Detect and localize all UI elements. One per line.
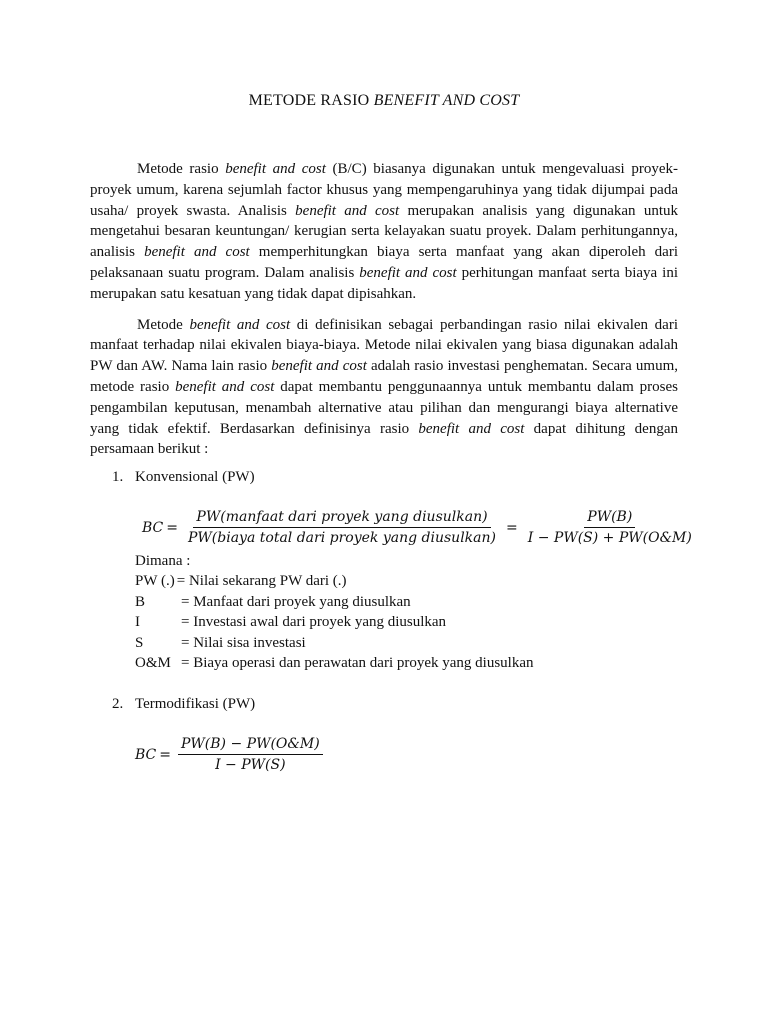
text-run: adalah rasio investasi penghematan. Secara umum, metode rasio <box>90 358 679 395</box>
definition-desc: = Investasi awal dari proyek yang diusulkan <box>181 614 447 631</box>
fraction-3-numerator: PW(B) − PW(O&M) <box>178 736 323 755</box>
definition-row <box>135 592 534 612</box>
definition-desc: = Nilai sekarang PW dari (.) <box>176 573 347 590</box>
equation-lhs: BC <box>142 519 164 536</box>
list-number: 1. <box>112 469 124 485</box>
text-run: memperhitungkan biaya serta manfaat yang akan diperoleh dari pelaksanaan suatu program. Dalam analisis <box>90 244 678 281</box>
text-run: perhitungan manfaat serta biaya ini merupakan satu kesatuan yang tidak dapat dipisahkan. <box>90 264 678 302</box>
paragraph-1 <box>90 159 678 305</box>
fraction-1-denominator: PW(biaya total dari proyek yang diusulkan) <box>188 530 496 546</box>
text-run: (B/C) biasanya digunakan untuk mengevaluasi proyek-proyek umum, karena sejumlah factor khusus yang mempengaruhinya yang tidak dijumpai pada usaha/ proyek swasta. Analisis <box>90 161 678 219</box>
definition-row <box>135 653 534 673</box>
text-run: dapat dihitung dengan persamaan berikut : <box>90 420 678 458</box>
title-italic: BENEFIT AND COST <box>373 92 520 109</box>
equation-termodifikasi <box>135 736 327 773</box>
text-run: merupakan analisis yang digunakan untuk mengetahui besaran keuntungan/ kerugian serta kelayakan suatu proyek. Dalam perhitungannya, analisis <box>90 202 678 261</box>
fraction-3-denominator: I − PW(S) <box>215 757 286 773</box>
definition-symbol: PW (.) <box>135 573 175 590</box>
equals-sign: = <box>166 519 178 536</box>
text-run: Metode <box>137 316 190 333</box>
fraction-2 <box>525 509 695 546</box>
definition-desc: = Manfaat dari proyek yang diusulkan <box>181 593 411 610</box>
fraction-3 <box>178 736 323 773</box>
equation-konvensional <box>142 509 699 546</box>
definition-symbol: O&M <box>135 655 171 672</box>
list-number: 2. <box>112 696 124 712</box>
list-label: Konvensional (PW) <box>135 469 255 485</box>
text-run: Metode rasio <box>137 161 226 177</box>
fraction-1 <box>185 509 499 546</box>
italic-term: benefit and cost <box>418 420 525 437</box>
page-title <box>0 92 768 110</box>
italic-term: benefit and cost <box>359 264 457 281</box>
list-label: Termodifikasi (PW) <box>135 696 256 712</box>
equation-lhs: BC <box>135 746 157 763</box>
fraction-2-numerator: PW(B) <box>584 509 635 528</box>
equals-sign: = <box>506 519 518 536</box>
definition-desc: = Biaya operasi dan perawatan dari proyek yang diusulkan <box>181 655 534 672</box>
title-prefix: METODE RASIO <box>248 92 374 109</box>
italic-term: benefit and cost <box>271 358 367 375</box>
definition-row <box>135 571 534 591</box>
text-run: di definisikan sebagai perbandingan rasio nilai ekivalen dari manfaat terhadap nilai ekivalen biaya-biaya. Metode nilai ekivalen yang biasa digunakan adalah PW dan AW. Nama lain rasio <box>90 316 678 375</box>
italic-term: benefit and cost <box>144 244 250 261</box>
definition-symbol: B <box>135 593 146 610</box>
definition-symbol: I <box>135 614 140 631</box>
definitions <box>135 551 534 673</box>
definitions-heading: Dimana : <box>135 553 191 569</box>
definition-symbol: S <box>135 634 144 651</box>
italic-term: benefit and cost <box>175 378 275 395</box>
body-text <box>90 159 678 460</box>
italic-term: benefit and cost <box>225 161 326 177</box>
fraction-1-numerator: PW(manfaat dari proyek yang diusulkan) <box>193 509 490 528</box>
fraction-2-denominator: I − PW(S) + PW(O&M) <box>527 530 692 546</box>
definition-row <box>135 633 534 653</box>
italic-term: benefit and cost <box>189 316 291 333</box>
text-run: dapat membantu penggunaannya untuk membantu dalam proses pengambilan keputusan, menambah alternative atau pilihan dan mengurangi biaya alternative yang tidak efektif. Berdasarkan definisinya rasio <box>90 378 678 437</box>
definition-row <box>135 612 534 632</box>
paragraph-2 <box>90 315 678 461</box>
list-item-konvensional <box>112 469 255 486</box>
italic-term: benefit and cost <box>295 202 400 219</box>
equals-sign: = <box>159 746 171 763</box>
list-item-termodifikasi <box>112 696 255 713</box>
definition-desc: = Nilai sisa investasi <box>181 634 306 651</box>
